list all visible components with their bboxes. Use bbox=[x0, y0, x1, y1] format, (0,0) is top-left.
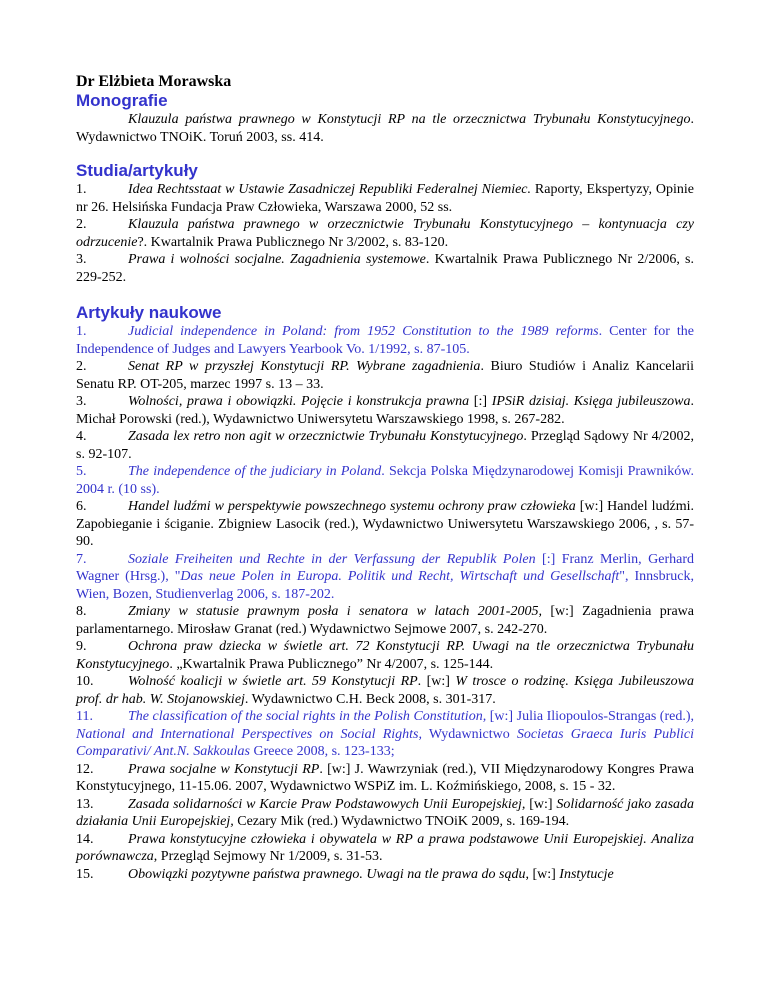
studia-entry-1: 1. Idea Rechtsstaat w Ustawie Zasadniczej Republiki Federalnej Niemiec. Raporty, Ekspertyzy, Opinie nr 26. Helsińska Fundacja Praw Człowieka, Warszawa 2000, 52 ss. bbox=[76, 182, 694, 215]
artykul-entry-3: 3. Wolności, prawa i obowiązki. Pojęcie i konstrukcja prawna [:] IPSiR dzisiaj. Księga jubileuszowa. Michał Porowski (red.), Wydawnictwo Uniwersytetu Warszawskiego 1998, s. 267-282. bbox=[76, 394, 695, 427]
monografie-entry-1: Klauzula państwa prawnego w Konstytucji RP na tle orzecznictwa Trybunału Konstytucyjnego. Wydawnictwo TNOiK. Toruń 2003, ss. 414. bbox=[76, 112, 694, 145]
artykul-entry-5: 5. The independence of the judiciary in Poland. Sekcja Polska Międzynarodowej Komisji Prawników. 2004 r. (10 ss). bbox=[76, 464, 695, 497]
artykul-entry-2: 2. Senat RP w przyszłej Konstytucji RP. Wybrane zagadnienia. Biuro Studiów i Analiz Kancelarii Senatu RP. OT-205, marzec 1997 s. 13 – 33. bbox=[76, 359, 695, 392]
artykul-entry-10: 10. Wolność koalicji w świetle art. 59 Konstytucji RP. [w:] W trosce o rodzinę. Księga Jubileuszowa prof. dr hab. W. Stojanowskiej. Wydawnictwo C.H. Beck 2008, s. 301-317. bbox=[76, 674, 694, 707]
artykul-entry-11: 11. The classification of the social rights in the Polish Constitution, [w:] Julia Iliopoulos-Strangas (red.), National and International Perspectives on Social Rights, Wydawnictwo Societas Graeca Iuris Publici Comparativi/ Ant.N. Sakkoulas Greece 2008, s. 123-133; bbox=[76, 709, 695, 759]
artykul-entry-6: 6. Handel ludźmi w perspektywie powszechnego systemu ochrony praw człowieka [w:] Handel ludźmi. Zapobieganie i ściganie. Zbigniew Lasocik (red.), Wydawnictwo Uniwersytetu Warszawskiego 2006, , s. 57-90. bbox=[76, 499, 694, 549]
artykul-entry-14: 14. Prawa konstytucyjne człowieka i obywatela w RP a prawa podstawowe Unii Europejskiej. Analiza porównawcza, Przegląd Sejmowy Nr 1/2009, s. 31-53. bbox=[76, 831, 694, 864]
artykul-entry-1: 1. Judicial independence in Poland: from 1952 Constitution to the 1989 reforms. Center for the Independence of Judges and Lawyers Yearbook Vo. 1/1992, s. 87-105. bbox=[76, 324, 695, 357]
artykul-entry-9: 9. Ochrona praw dziecka w świetle art. 72 Konstytucji RP. Uwagi na tle orzecznictwa Trybunału Konstytucyjnego. „Kwartalnik Prawa Publicznego” Nr 4/2007, s. 125-144. bbox=[76, 639, 694, 672]
studia-entry-3: 3. Prawa i wolności socjalne. Zagadnienia systemowe. Kwartalnik Prawa Publicznego Nr 2/2006, s. 229-252. bbox=[76, 252, 694, 285]
artykul-entry-12: 12. Prawa socjalne w Konstytucji RP. [w:] J. Wawrzyniak (red.), VII Międzynarodowy Kongres Prawa Konstytucyjnego, 11-15.06. 2007, Wydawnictwo WSPiZ im. L. Koźmińskiego, 2008, s. 15 - 32. bbox=[76, 761, 694, 794]
author-name: Dr Elżbieta Morawska bbox=[76, 73, 232, 90]
artykul-entry-15: 15. Obowiązki pozytywne państwa prawnego. Uwagi na tle prawa do sądu, [w:] Instytucje bbox=[76, 866, 614, 882]
artykul-entry-7: 7. Soziale Freiheiten und Rechte in der Verfassung der Republik Polen [:] Franz Merlin, Gerhard Wagner (Hrsg.), "Das neue Polen in Europa. Politik und Recht, Wirtschaft und Gesellschaft", Innsbruck, Wien, Bozen, Studienverlag 2006, s. 187-202. bbox=[76, 551, 694, 602]
heading-monografie: Monografie bbox=[76, 91, 168, 110]
artykul-entry-4: 4. Zasada lex retro non agit w orzecznictwie Trybunału Konstytucyjnego. Przegląd Sądowy Nr 4/2002, s. 92-107. bbox=[76, 429, 694, 462]
artykul-entry-13: 13. Zasada solidarności w Karcie Praw Podstawowych Unii Europejskiej, [w:] Solidarność jako zasada działania Unii Europejskiej, Cezary Mik (red.) Wydawnictwo TNOiK 2009, s. 169-194. bbox=[76, 796, 695, 829]
heading-studia: Studia/artykuły bbox=[76, 161, 198, 180]
artykul-entry-8: 8. Zmiany w statusie prawnym posła i senatora w latach 2001-2005, [w:] Zagadnienia prawa parlamentarnego. Mirosław Granat (red.) Wydawnictwo Sejmowe 2007, s. 242-270. bbox=[76, 604, 694, 637]
heading-artykuly: Artykuły naukowe bbox=[76, 303, 222, 322]
document-page bbox=[76, 72, 694, 883]
studia-entry-2: 2. Klauzula państwa prawnego w orzecznictwie Trybunału Konstytucyjnego – kontynuacja czy odrzucenie?. Kwartalnik Prawa Publicznego Nr 3/2002, s. 83-120. bbox=[76, 217, 694, 250]
